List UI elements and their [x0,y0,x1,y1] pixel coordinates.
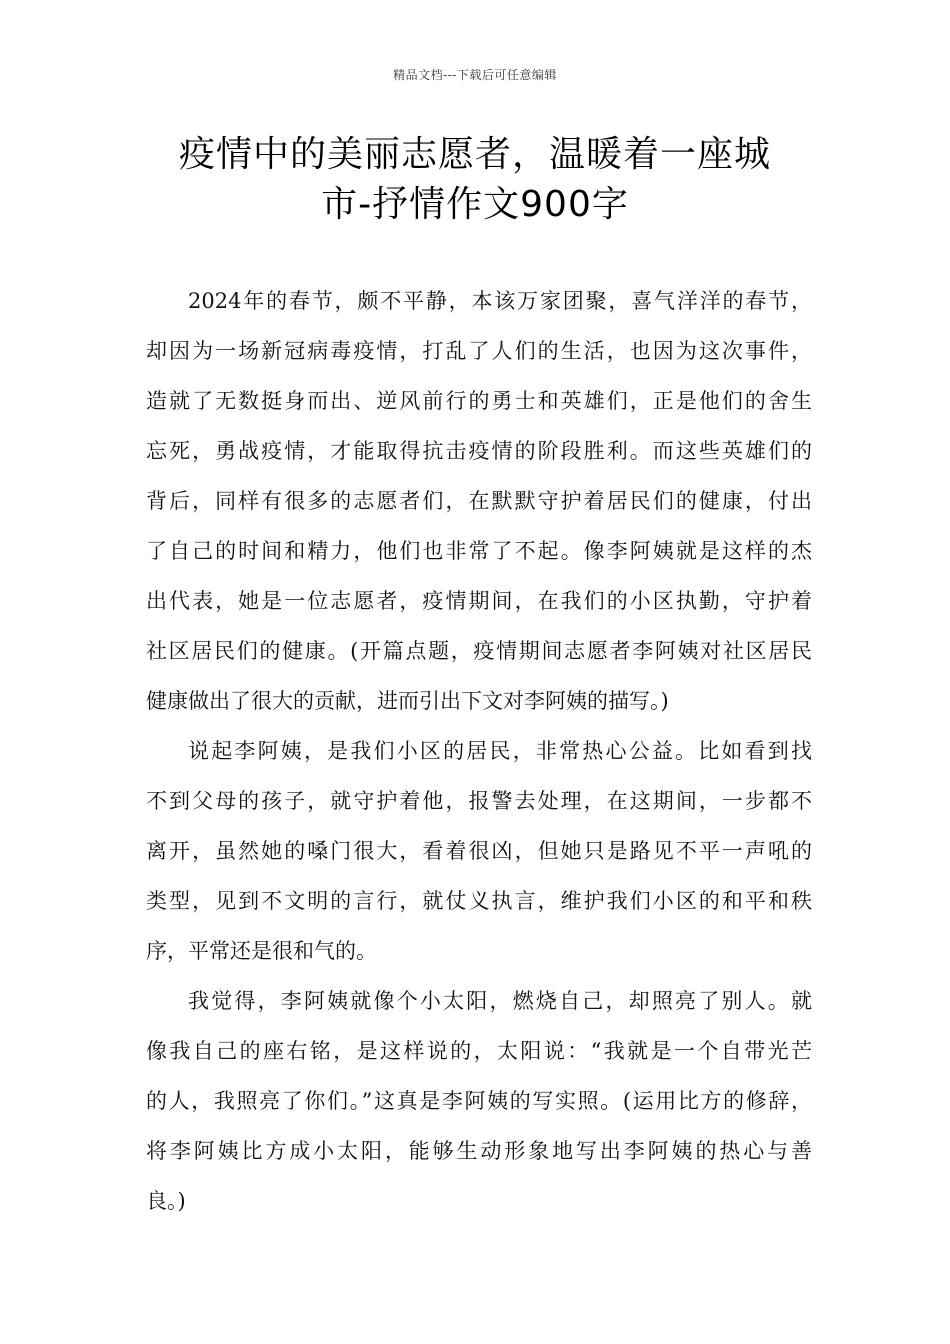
paragraph-line: 出代表，她是一位志愿者，疫情期间，在我们的小区执勤，守护着 [146,589,812,613]
paragraph-3 [146,976,812,1226]
paragraph-line: 良。) [146,1189,186,1213]
paragraph-line: 却因为一场新冠病毒疫情，打乱了人们的生活，也因为这次事件， [146,339,812,363]
paragraph-line: 离开，虽然她的嗓门很大，看着很凶，但她只是路见不平一声吼的 [146,839,812,863]
paragraph-line: 忘死，勇战疫情，才能取得抗击疫情的阶段胜利。而这些英雄们的 [146,439,812,463]
paragraph-line: 类型，见到不文明的言行，就仗义执言，维护我们小区的和平和秩 [146,889,812,913]
paragraph-line: 不到父母的孩子，就守护着他，报警去处理，在这期间，一步都不 [146,789,812,813]
paragraph-line: 背后，同样有很多的志愿者们，在默默守护着居民们的健康，付出 [146,489,812,513]
paragraph-line: 的人，我照亮了你们。”这真是李阿姨的写实照。(运用比方的修辞， [146,1089,812,1113]
title-line-2: 市-抒情作文900字 [321,184,629,225]
header-note: 精品文档---下载后可任意编辑 [393,68,557,82]
paragraph-line: 我觉得，李阿姨就像个小太阳，燃烧自己，却照亮了别人。就 [188,989,812,1013]
paragraph-line: 了自己的时间和精力，他们也非常了不起。像李阿姨就是这样的杰 [146,539,812,563]
paragraph-1 [146,276,812,726]
document-body [146,276,812,1226]
paragraph-line: 说起李阿姨，是我们小区的居民，非常热心公益。比如看到找 [188,739,812,763]
paragraph-line: 将李阿姨比方成小太阳，能够生动形象地写出李阿姨的热心与善 [146,1139,812,1163]
paragraph-line: 像我自己的座右铭，是这样说的，太阳说：“我就是一个自带光芒 [146,1039,812,1063]
document-title [120,130,830,230]
title-line-1: 疫情中的美丽志愿者，温暖着一座城 [178,134,771,175]
paragraph-line: 社区居民们的健康。(开篇点题，疫情期间志愿者李阿姨对社区居民 [146,639,812,663]
paragraph-line: 健康做出了很大的贡献，进而引出下文对李阿姨的描写。) [146,689,669,713]
paragraph-line: 序，平常还是很和气的。 [146,939,377,963]
paragraph-2 [146,726,812,976]
paragraph-line: 2024年的春节，颇不平静，本该万家团聚，喜气洋洋的春节， [188,289,812,313]
paragraph-line: 造就了无数挺身而出、逆风前行的勇士和英雄们，正是他们的舍生 [146,389,812,413]
